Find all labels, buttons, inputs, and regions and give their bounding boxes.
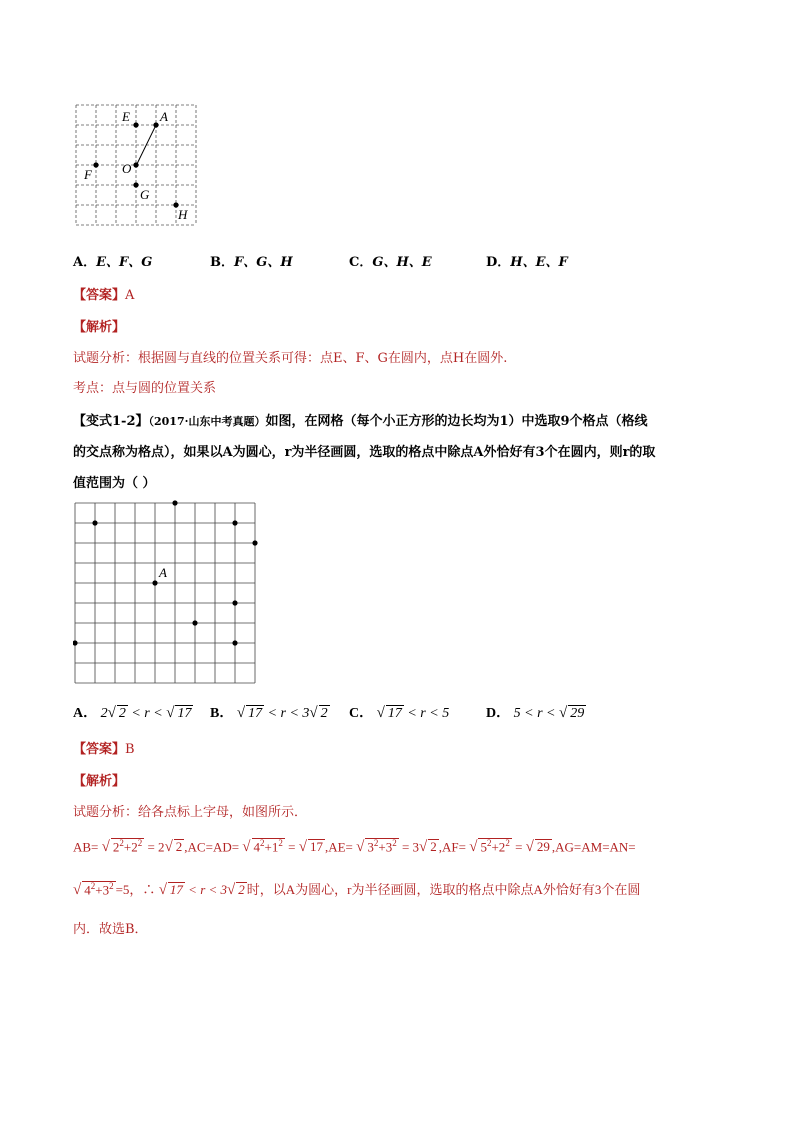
q2-analysis-label: 【解析】	[73, 774, 126, 789]
q1-analysis-text: 试题分析：根据圆与直线的位置关系可得：点E、F、G在圆内，点H在圆外.	[73, 351, 508, 366]
q2-option-d: D． 5 < r < √ 29	[486, 705, 585, 721]
q2-option-c: C． √ 17 < r < 5	[349, 705, 450, 721]
point-e	[133, 122, 138, 127]
lattice-point	[192, 620, 197, 625]
q1-option-a: A．E、F、G	[73, 255, 153, 270]
q2-answer: 【答案】B	[73, 742, 135, 757]
q2-line1: 【变式1-2】（2017·山东中考真题）如图，在网格（每个小正方形的边长均为1）中选取9个格点（格线	[73, 414, 648, 429]
q1-option-b: B．F、G、H	[210, 255, 293, 270]
q2-analysis-line1: AB= √ $2^2+2^2 = 2√$ 2 ,AC=AD= √ $4^2+1^2$ = √ 17 ,AE= √ $3^2+3^2 = 3√$ 2 ,AF= √ $5^2+2^2$ = √ 29 ,AG=AM=AN=	[73, 838, 636, 856]
figure-2-grid	[73, 500, 263, 686]
point-f	[93, 162, 98, 167]
figure-2-label-a: A	[159, 565, 167, 580]
point-o	[133, 162, 138, 167]
q2-analysis-line2: √ $4^2+3^2 =5$，∴ √ 17 < r < 3√ 2 时，以A为圆心，r为半径画圆，选取的格点中除点A外恰好有3个在圆	[73, 880, 641, 898]
point-label-e: E	[122, 109, 130, 124]
point-label-f: F	[84, 167, 92, 182]
point-label-g: G	[140, 187, 150, 202]
q2-line2: 的交点称为格点），如果以A为圆心，r为半径画圆，选取的格点中除点A外恰好有3个在圆内，则r的取	[73, 445, 656, 460]
point-g	[133, 182, 138, 187]
lattice-point	[172, 500, 177, 505]
figure-2-gridlines	[75, 503, 255, 683]
q1-answer: 【答案】A	[73, 288, 135, 303]
q1-kaodian: 考点：点与圆的位置关系	[73, 381, 217, 396]
segment-oa	[136, 125, 156, 166]
point-label-h: H	[178, 207, 188, 222]
point-label-o: O	[122, 161, 132, 176]
lattice-point	[232, 600, 237, 605]
point-a	[153, 122, 158, 127]
lattice-point	[152, 580, 157, 585]
lattice-point	[252, 540, 257, 545]
point-label-a: A	[160, 109, 168, 124]
figure-1-grid	[72, 103, 202, 228]
lattice-point	[232, 640, 237, 645]
q2-analysis-line3: 内．故选B．	[73, 922, 148, 937]
q1-analysis-label: 【解析】	[73, 320, 126, 335]
q1-option-d: D．H、E、F	[486, 255, 568, 270]
q2-line3: 值范围为（ ）	[73, 476, 156, 491]
q1-option-c: C．G、H、E	[349, 255, 432, 270]
lattice-point	[73, 640, 78, 645]
q2-option-b: B． √ 17 < r < 3√ 2	[210, 705, 328, 721]
q2-option-a: A． 2√ 2 < r < √ 17	[73, 705, 192, 721]
q2-tag: 【变式1-2】	[73, 414, 149, 429]
lattice-point	[232, 520, 237, 525]
lattice-point	[92, 520, 97, 525]
q2-analysis-intro: 试题分析：给各点标上字母，如图所示．	[73, 805, 308, 820]
